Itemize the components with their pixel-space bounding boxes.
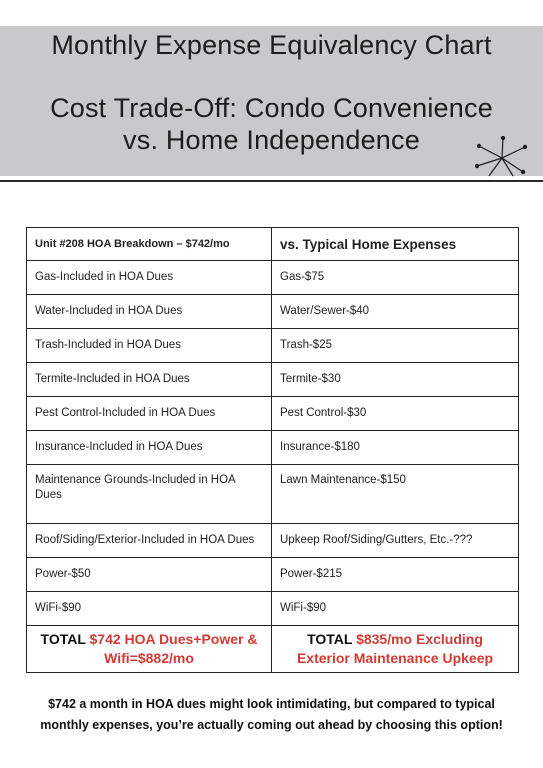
home-cell: Upkeep Roof/Siding/Gutters, Etc.-??? xyxy=(272,524,519,558)
hoa-cell: Maintenance Grounds-Included in HOA Dues xyxy=(27,465,272,524)
total-home-cell xyxy=(272,626,519,673)
hoa-cell: Gas-Included in HOA Dues xyxy=(27,261,272,295)
hoa-cell: WiFi-$90 xyxy=(27,592,272,626)
home-cell: Termite-$30 xyxy=(272,363,519,397)
home-cell: Water/Sewer-$40 xyxy=(272,295,519,329)
table-row xyxy=(27,592,519,626)
total-label: TOTAL xyxy=(307,631,357,647)
home-cell: Gas-$75 xyxy=(272,261,519,295)
subtitle-line-2: vs. Home Independence xyxy=(123,125,420,155)
total-row xyxy=(27,626,519,673)
home-cell: Lawn Maintenance-$150 xyxy=(272,465,519,524)
column-header-hoa: Unit #208 HOA Breakdown – $742/mo xyxy=(27,228,272,261)
header-divider xyxy=(0,180,543,182)
table-row xyxy=(27,558,519,592)
home-cell: WiFi-$90 xyxy=(272,592,519,626)
sparkle-icon xyxy=(475,136,529,180)
table-row xyxy=(27,397,519,431)
column-header-home: vs. Typical Home Expenses xyxy=(272,228,519,261)
table-row xyxy=(27,524,519,558)
home-cell: Pest Control-$30 xyxy=(272,397,519,431)
table-row xyxy=(27,295,519,329)
footer-line-1: $742 a month in HOA dues might look intimidating, but compared to typical xyxy=(48,697,495,711)
expense-table xyxy=(26,227,519,673)
home-cell: Insurance-$180 xyxy=(272,431,519,465)
total-hoa-cell xyxy=(27,626,272,673)
footer-line-2: monthly expenses, you’re actually coming out ahead by choosing this option! xyxy=(40,718,503,732)
home-cell: Trash-$25 xyxy=(272,329,519,363)
footer-note xyxy=(20,694,523,736)
total-label: TOTAL xyxy=(40,631,90,647)
table-row xyxy=(27,261,519,295)
total-home-amount: $835/mo Excluding xyxy=(356,631,483,647)
hoa-cell: Roof/Siding/Exterior-Included in HOA Dues xyxy=(27,524,272,558)
hoa-cell: Insurance-Included in HOA Dues xyxy=(27,431,272,465)
hoa-cell: Trash-Included in HOA Dues xyxy=(27,329,272,363)
hoa-cell: Pest Control-Included in HOA Dues xyxy=(27,397,272,431)
total-hoa-amount-cont: Wifi=$882/mo xyxy=(104,650,194,666)
table-row xyxy=(27,431,519,465)
table-header-row xyxy=(27,228,519,261)
subtitle-line-1: Cost Trade-Off: Condo Convenience xyxy=(50,93,493,123)
total-home-amount-cont: Exterior Maintenance Upkeep xyxy=(296,650,494,666)
table-row xyxy=(27,465,519,524)
table-row xyxy=(27,363,519,397)
table-row xyxy=(27,329,519,363)
home-cell: Power-$215 xyxy=(272,558,519,592)
hoa-cell: Power-$50 xyxy=(27,558,272,592)
hoa-cell: Termite-Included in HOA Dues xyxy=(27,363,272,397)
page-title: Monthly Expense Equivalency Chart xyxy=(51,30,492,60)
hoa-cell: Water-Included in HOA Dues xyxy=(27,295,272,329)
page-subtitle xyxy=(0,92,543,156)
total-hoa-amount: $742 HOA Dues+Power & xyxy=(89,631,258,647)
